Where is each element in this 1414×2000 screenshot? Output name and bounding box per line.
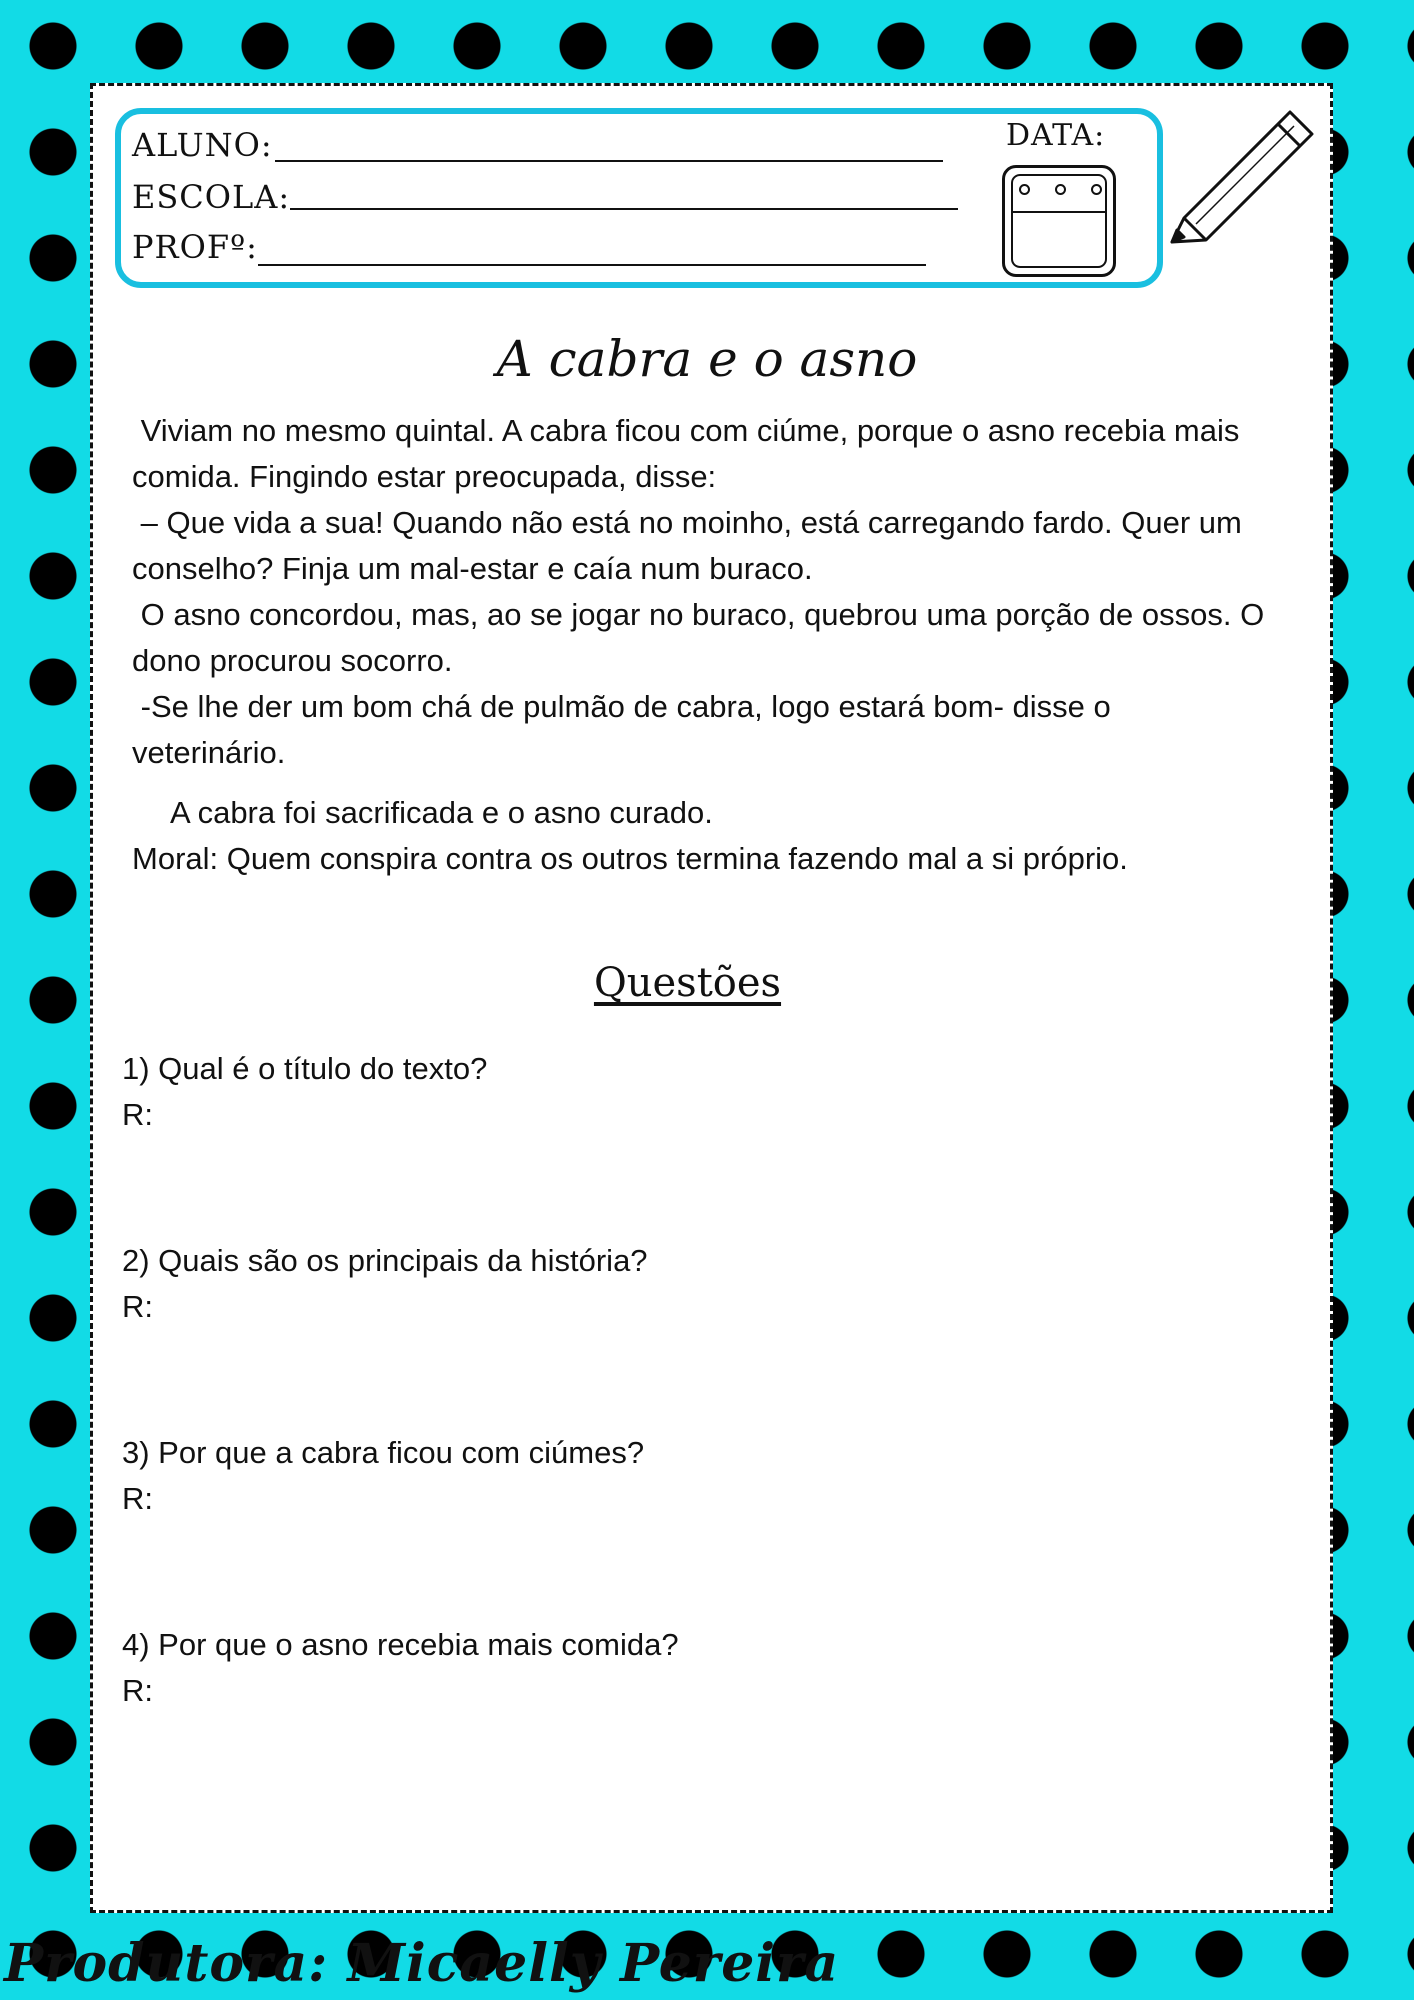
question-item [122,1238,648,1330]
prof-label: PROFº: [132,228,258,266]
story-conclusion: A cabra foi sacrificada e o asno curado. [170,795,713,830]
question-text: 3) Por que a cabra ficou com ciúmes? [122,1435,645,1470]
question-item [122,1046,487,1138]
story-text [132,408,1272,882]
calendar-ring [1091,184,1102,195]
prof-field[interactable] [258,264,926,266]
question-text: 1) Qual é o título do texto? [122,1051,488,1086]
aluno-label: ALUNO: [132,126,273,164]
calendar-ring [1019,184,1030,195]
story-paragraph: Viviam no mesmo quintal. A cabra ficou com ciúme, porque o asno recebia mais comida. Fingindo estar preocupada, disse: [132,413,1249,494]
escola-field[interactable] [290,208,958,210]
calendar-icon[interactable] [1002,165,1116,277]
calendar-ring [1055,184,1066,195]
answer-label[interactable]: R: [122,1481,153,1516]
calendar-divider [1011,211,1107,213]
answer-label[interactable]: R: [122,1673,153,1708]
pencil-icon [1162,100,1322,260]
story-paragraph: – Que vida a sua! Quando não está no moinho, está carregando fardo. Quer um conselho? Finja um mal-estar e caía num buraco. [132,505,1251,586]
story-title: A cabra e o asno [496,330,918,388]
question-text: 2) Quais são os principais da história? [122,1243,648,1278]
question-item [122,1430,644,1522]
author-credit: Produtora: Micaelly Pereira [4,1933,840,1994]
answer-label[interactable]: R: [122,1097,153,1132]
story-paragraph: -Se lhe der um bom chá de pulmão de cabra, logo estará bom- disse o veterinário. [132,689,1120,770]
story-moral: Moral: Quem conspira contra os outros termina fazendo mal a si próprio. [132,841,1128,876]
question-item [122,1622,679,1714]
aluno-field[interactable] [275,160,943,162]
questions-heading: Questões [593,960,782,1006]
story-paragraph: O asno concordou, mas, ao se jogar no buraco, quebrou uma porção de ossos. O dono procurou socorro. [132,597,1273,678]
escola-label: ESCOLA: [132,178,291,216]
date-label: DATA: [1006,118,1106,153]
answer-label[interactable]: R: [122,1289,153,1324]
question-text: 4) Por que o asno recebia mais comida? [122,1627,679,1662]
